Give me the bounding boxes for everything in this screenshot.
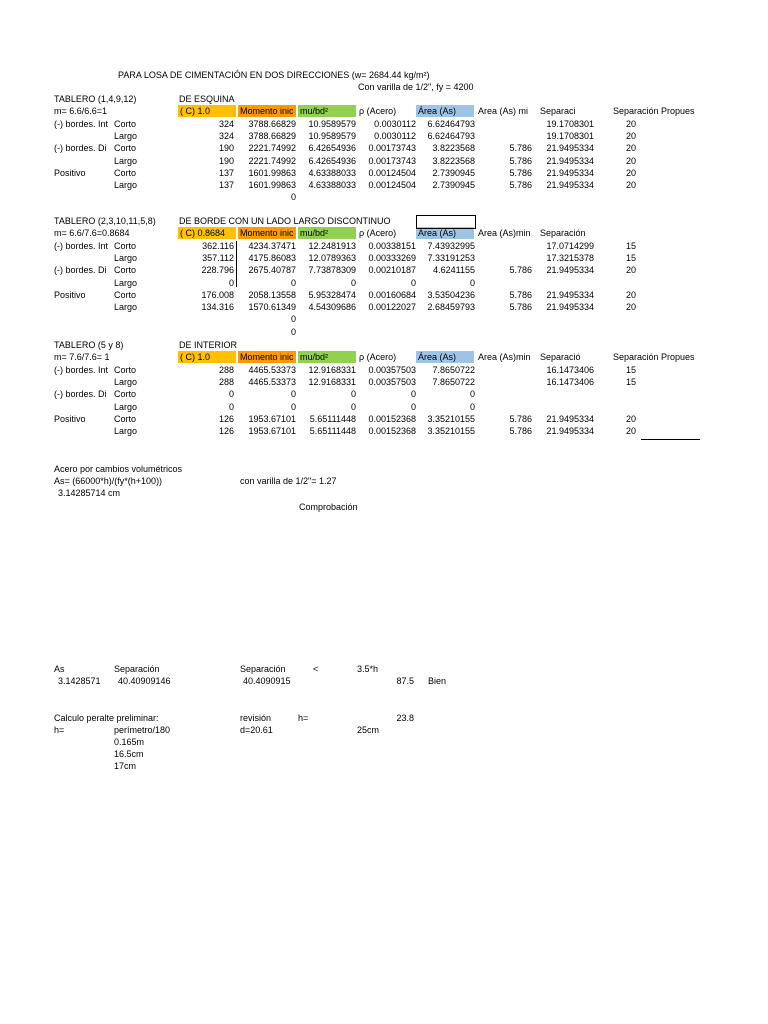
table-cell [476, 130, 532, 142]
table-cell: 0.00173743 [368, 155, 416, 166]
table-cell: 21.9495334 [546, 180, 594, 191]
sheet-subtitle: Con varilla de 1/2", fy = 4200 [358, 82, 474, 92]
table-cell: Largo [114, 277, 138, 288]
as-value: 3.1428571 [58, 676, 101, 686]
table-cell: 4175.86083 [248, 252, 296, 263]
peralte-value-cm: 16.5cm [114, 749, 144, 759]
table-cell [476, 240, 532, 252]
table-cell: 7.73878309 [308, 265, 356, 276]
table-cell: 0 [410, 389, 416, 400]
tablero-m: m= 6.6/6.6=1 [54, 106, 108, 117]
column-header: Area (As)min [478, 228, 531, 239]
table-cell: 2675.40787 [248, 265, 296, 276]
column-header [613, 227, 713, 239]
table-cell: 20 [626, 130, 637, 141]
table-cell: 137 [218, 167, 234, 178]
column-header: mu/bd² [300, 106, 329, 117]
table-cell: 2221.74992 [248, 143, 296, 154]
column-header: Área (As) [418, 106, 457, 117]
table-cell: 2.7390945 [432, 180, 475, 191]
table-cell: Largo [114, 426, 138, 437]
table-cell [54, 301, 114, 313]
revision-h-value: 23.8 [396, 713, 414, 723]
table-cell: 0 [469, 401, 475, 412]
table-cell: 190 [218, 143, 234, 154]
table-cell: Largo [114, 302, 138, 313]
table-cell: 288 [218, 376, 234, 387]
table-cell: Largo [114, 180, 138, 191]
sheet-title: PARA LOSA DE CIMENTACIÓN EN DOS DIRECCIONES (w= 2684.44 kg/m²) [118, 70, 430, 80]
table-cell: 0 [228, 389, 234, 400]
column-header: ρ (Acero) [359, 106, 397, 117]
tablero-name: TABLERO (2,3,10,11,5,8) [54, 216, 156, 226]
column-header: mu/bd² [300, 352, 329, 363]
table-cell: 21.9495334 [546, 167, 594, 178]
table-cell: Corto [114, 364, 137, 375]
table-cell: Largo [114, 130, 138, 141]
table-cell: 20 [626, 413, 637, 424]
table-cell: 0.0030112 [374, 130, 416, 141]
table-cell: 20 [626, 155, 637, 166]
table-cell: 0.00152368 [368, 413, 416, 424]
table-cell: Corto [114, 389, 137, 400]
table-cell: 5.786 [509, 302, 532, 313]
table-cell: (-) bordes. Int [54, 364, 109, 375]
peralte-value-m: 0.165m [114, 737, 145, 747]
acero-formula: As= (66000*h)/(fy*(h+100)) [54, 476, 163, 486]
table-cell: Corto [114, 118, 137, 129]
less-than-sign: < [313, 664, 319, 674]
column-header: ( C) 1.0 [180, 352, 211, 363]
limit-value: 87.5 [396, 676, 414, 686]
peralte-formula: perímetro/180 [114, 725, 171, 735]
table-cell: 4.54309686 [308, 302, 356, 313]
tablero-type: DE ESQUINA [179, 94, 235, 104]
table-cell: 0 [410, 401, 416, 412]
table-cell: Positivo [54, 289, 86, 300]
revision-label: revisión [240, 713, 272, 723]
table-cell: 15 [626, 376, 637, 387]
table-cell: 6.62464793 [427, 118, 475, 129]
acero-value: 3.14285714 cm [58, 488, 121, 498]
table-cell: 17.0714299 [546, 240, 594, 251]
column-header: Separació [540, 352, 581, 363]
table-cell: 0 [228, 401, 234, 412]
table-cell [626, 277, 646, 289]
table-cell: 5.786 [509, 426, 532, 437]
acero-varilla: con varilla de 1/2"= 1.27 [240, 476, 337, 486]
table-cell: 2221.74992 [248, 155, 296, 166]
table-cell: 21.9495334 [546, 143, 594, 154]
tablero-type: DE BORDE CON UN LADO LARGO DISCONTINUO [179, 216, 391, 226]
table-cell: 126 [218, 413, 234, 424]
table-cell: 228.796 [201, 265, 234, 276]
table-cell: Largo [114, 401, 138, 412]
table-cell: 15 [626, 252, 637, 263]
table-cell: 0.00152368 [368, 426, 416, 437]
column-header: Área (As) [418, 352, 457, 363]
column-header: ρ (Acero) [359, 228, 397, 239]
table-cell: 288 [218, 364, 234, 375]
revision-d: d=20.61 [240, 725, 273, 735]
table-cell: 7.8650722 [432, 376, 475, 387]
table-cell: 16.1473406 [546, 364, 594, 375]
table-cell: 19.1708301 [546, 130, 594, 141]
cell-divider [236, 241, 237, 287]
column-header: Area (As)min [478, 352, 531, 363]
table-cell: 0.00124504 [368, 180, 416, 191]
table-cell [54, 252, 114, 264]
table-cell: 3.53504236 [427, 289, 475, 300]
column-header: ( C) 1.0 [180, 106, 211, 117]
table-cell: 0.0030112 [374, 118, 416, 129]
table-cell [54, 401, 114, 413]
separacion2-value: 40.4090915 [243, 676, 291, 686]
table-cell: 21.9495334 [546, 413, 594, 424]
table-cell: 0 [350, 389, 356, 400]
comprobacion-label: Comprobación [299, 502, 358, 512]
table-cell: 0 [290, 401, 296, 412]
table-cell [538, 277, 594, 289]
underline [641, 439, 700, 440]
table-cell [54, 179, 114, 191]
table-cell: (-) bordes. Int [54, 118, 109, 129]
extra-value: 0 [290, 314, 296, 325]
table-cell: 1953.67101 [248, 413, 296, 424]
table-cell: 6.42654936 [308, 155, 356, 166]
table-cell: 4.6241155 [433, 265, 475, 276]
column-header: Separación Propues [613, 352, 695, 363]
table-cell: 4234.37471 [248, 240, 296, 251]
table-cell: 137 [218, 180, 234, 191]
table-cell: 0 [469, 389, 475, 400]
table-cell [476, 401, 532, 413]
table-cell: Corto [114, 289, 137, 300]
table-cell: 16.1473406 [546, 376, 594, 387]
table-cell: 357.112 [202, 252, 234, 263]
separacion2-label: Separación [240, 664, 286, 674]
table-cell: 3.8223568 [432, 143, 475, 154]
table-cell: 7.33191253 [427, 252, 475, 263]
table-cell: (-) bordes. Di [54, 265, 107, 276]
column-header: Momento inic [240, 228, 294, 239]
table-cell: 176.008 [201, 289, 234, 300]
table-cell: 0 [350, 277, 356, 288]
table-cell: 6.42654936 [308, 143, 356, 154]
table-cell: Corto [114, 413, 137, 424]
table-cell: 5.786 [509, 265, 532, 276]
table-cell: 1570.61349 [248, 302, 296, 313]
table-cell: 2058.13558 [248, 289, 296, 300]
table-cell [476, 118, 532, 130]
tablero-m: m= 6.6/7.6=0.8684 [54, 228, 130, 239]
table-cell: 20 [626, 180, 637, 191]
table-cell: 324 [218, 130, 234, 141]
table-cell: 12.2481913 [308, 240, 356, 251]
separacion-label: Separación [114, 664, 160, 674]
peralte-h-label: h= [54, 725, 65, 735]
column-header: ( C) 0.8684 [180, 228, 226, 239]
column-header: Separación [540, 228, 586, 239]
table-cell: 20 [626, 289, 637, 300]
check-result: Bien [428, 676, 447, 686]
table-cell: 3788.66829 [248, 118, 296, 129]
table-cell [476, 388, 532, 400]
table-cell [476, 364, 532, 376]
table-cell: 15 [626, 240, 637, 251]
table-cell: Largo [114, 155, 138, 166]
table-cell: 7.43932995 [427, 240, 475, 251]
tablero-name: TABLERO (5 y 8) [54, 340, 124, 350]
revision-cm: 25cm [357, 725, 380, 735]
table-cell: 0.00122027 [368, 302, 416, 313]
column-header: Separaci [540, 106, 576, 117]
selected-cell-box [416, 215, 476, 229]
table-cell: 20 [626, 426, 637, 437]
table-cell [626, 401, 646, 413]
table-cell: 12.9168331 [308, 376, 356, 387]
table-cell: 4465.53373 [248, 364, 296, 375]
extra-value: 0 [290, 192, 296, 203]
table-cell: 4.63388033 [308, 180, 356, 191]
table-cell: 134.316 [201, 302, 234, 313]
table-cell: Positivo [54, 413, 86, 424]
table-cell: 5.65111448 [309, 413, 356, 424]
table-cell: 0.00357503 [368, 364, 416, 375]
table-cell: 0.00124504 [368, 167, 416, 178]
table-cell: Positivo [54, 167, 86, 178]
limit-label: 3.5*h [357, 664, 379, 674]
table-cell: 5.786 [509, 155, 532, 166]
table-cell: Corto [114, 240, 137, 251]
table-cell: Corto [114, 167, 137, 178]
table-cell: 0.00333269 [368, 252, 416, 263]
table-cell: Largo [114, 252, 138, 263]
table-cell: 4.63388033 [308, 167, 356, 178]
peralte-value-rounded: 17cm [114, 761, 137, 771]
table-cell: 21.9495334 [546, 289, 594, 300]
table-cell: 20 [626, 302, 637, 313]
table-cell: 5.786 [509, 413, 532, 424]
column-header: ρ (Acero) [359, 352, 397, 363]
separacion-value: 40.40909146 [118, 676, 171, 686]
table-cell [626, 388, 646, 400]
table-cell: 5.65111448 [309, 426, 356, 437]
tablero-m: m= 7.6/7.6= 1 [54, 352, 110, 363]
table-cell: 21.9495334 [546, 155, 594, 166]
table-cell: 324 [218, 118, 234, 129]
table-cell: 0.00338151 [368, 240, 416, 251]
table-cell: Corto [114, 143, 137, 154]
revision-h-label: h= [298, 713, 309, 723]
table-cell: 12.9168331 [308, 364, 356, 375]
table-cell: 126 [218, 426, 234, 437]
table-cell: 2.68459793 [427, 302, 475, 313]
table-cell: 19.1708301 [546, 118, 594, 129]
table-cell: 20 [626, 167, 637, 178]
table-cell: 5.95328474 [308, 289, 356, 300]
tablero-name: TABLERO (1,4,9,12) [54, 94, 137, 104]
table-cell [538, 388, 594, 400]
column-header: Separación Propues [613, 106, 695, 117]
table-cell: 20 [626, 265, 637, 276]
tablero-type: DE INTERIOR [179, 340, 238, 350]
table-cell: 1601.99863 [248, 167, 296, 178]
table-cell: Corto [114, 265, 137, 276]
table-cell: 21.9495334 [546, 426, 594, 437]
table-cell: 0 [290, 277, 296, 288]
table-cell: 3.8223568 [432, 155, 475, 166]
table-cell: 20 [626, 118, 637, 129]
table-cell [476, 277, 532, 289]
extra-value: 0 [290, 326, 296, 337]
table-cell: (-) bordes. Di [54, 143, 107, 154]
table-cell: 2.7390945 [432, 167, 475, 178]
table-cell: 5.786 [509, 167, 532, 178]
table-cell: (-) bordes. Int [54, 240, 109, 251]
table-cell [476, 376, 532, 388]
table-cell [54, 155, 114, 167]
table-cell: 21.9495334 [546, 302, 594, 313]
column-header: Área (As) [418, 228, 457, 239]
table-cell: 15 [626, 364, 637, 375]
table-cell: 21.9495334 [546, 265, 594, 276]
table-cell: 0.00210187 [368, 265, 416, 276]
column-header: Area (As) mi [478, 106, 529, 117]
table-cell: 0.00173743 [368, 143, 416, 154]
table-cell: 190 [218, 155, 234, 166]
table-cell: 4465.53373 [248, 376, 296, 387]
table-cell [54, 425, 114, 437]
table-cell: 17.3215378 [546, 252, 594, 263]
table-cell: 5.786 [509, 143, 532, 154]
table-cell: 0 [469, 277, 475, 288]
table-cell [54, 376, 114, 388]
table-cell [54, 277, 114, 289]
table-cell: 1953.67101 [248, 426, 296, 437]
table-cell: 0 [290, 389, 296, 400]
table-cell: 3788.66829 [248, 130, 296, 141]
acero-title: Acero por cambios volumétricos [54, 464, 183, 474]
table-cell: 5.786 [509, 180, 532, 191]
table-cell [476, 252, 532, 264]
table-cell: 0.00160684 [368, 289, 416, 300]
table-cell: Largo [114, 376, 138, 387]
table-cell: 0 [228, 277, 234, 288]
column-header: mu/bd² [300, 228, 329, 239]
table-cell: 7.8650722 [432, 364, 475, 375]
table-cell: 0 [410, 277, 416, 288]
table-cell: 1601.99863 [248, 180, 296, 191]
table-cell: 3.35210155 [427, 426, 475, 437]
table-cell: (-) bordes. Di [54, 389, 107, 400]
table-cell: 6.62464793 [427, 130, 475, 141]
column-header: Momento inic [240, 352, 294, 363]
table-cell: 5.786 [509, 289, 532, 300]
column-header: Momento inic [240, 106, 294, 117]
table-cell: 10.9589579 [308, 130, 356, 141]
table-cell [538, 401, 594, 413]
as-label: As [54, 664, 65, 674]
table-cell: 3.35210155 [427, 413, 475, 424]
table-cell: 362.116 [202, 240, 234, 251]
table-cell: 0.00357503 [368, 376, 416, 387]
table-cell: 20 [626, 143, 637, 154]
table-cell: 0 [350, 401, 356, 412]
table-cell: 10.9589579 [308, 118, 356, 129]
table-cell [54, 130, 114, 142]
peralte-title: Calculo peralte preliminar: [54, 713, 159, 723]
table-cell: 12.0789363 [308, 252, 356, 263]
